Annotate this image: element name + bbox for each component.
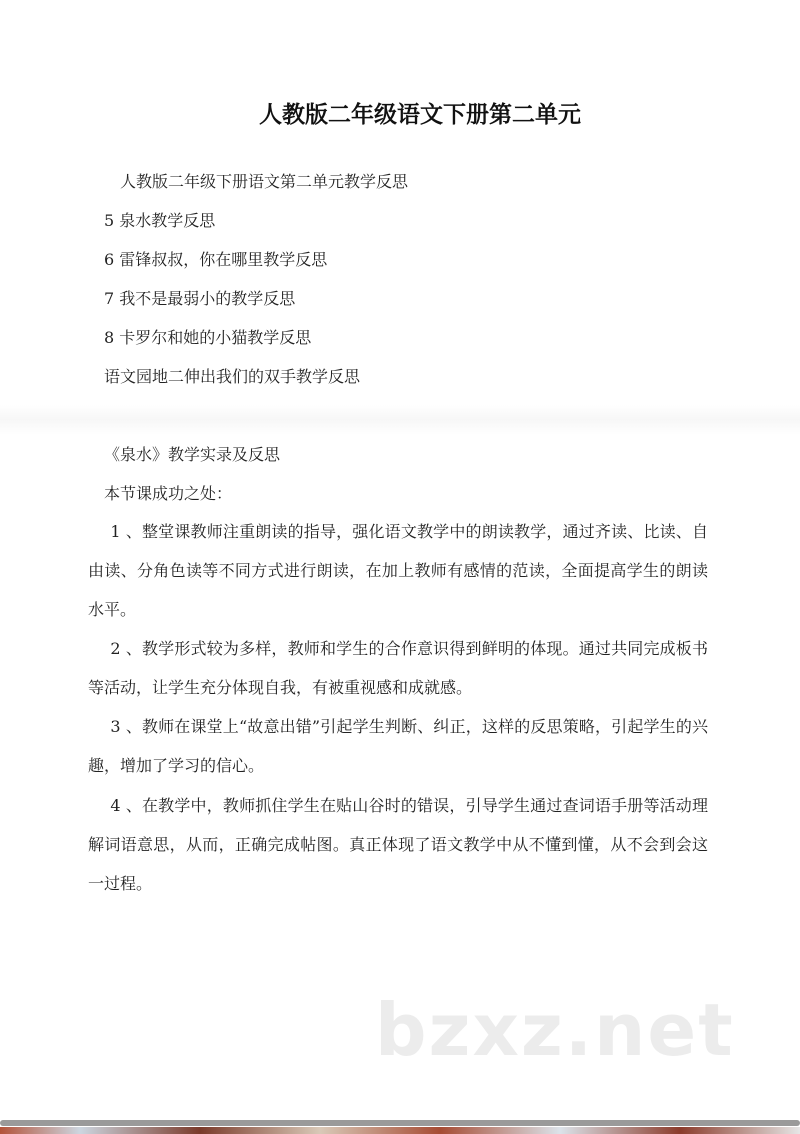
watermark: bzxz.net [375,988,735,1072]
toc-item: 5 泉水教学反思 [104,211,216,230]
toc-item: 7 我不是最弱小的教学反思 [104,289,296,308]
paragraph-4: 4 、在教学中，教师抓住学生在贴山谷时的错误，引导学生通过查词语手册等活动理解词语意思，从而，正确完成帖图。真正体现了语文教学中从不懂到懂，从不会到会这一过程。 [88,796,708,893]
horizontal-scrollbar[interactable] [0,1120,800,1126]
document-title: 人教版二年级语文下册第二单元 [259,102,581,128]
next-page-image-strip [0,1127,800,1134]
paragraph-3: 3 、教师在课堂上“故意出错”引起学生判断、纠正，这样的反思策略，引起学生的兴趣，增加了学习的信心。 [88,717,708,775]
section-heading: 《泉水》教学实录及反思 [104,445,281,464]
section-subheading: 本节课成功之处： [104,484,233,503]
paragraph-2: 2 、教学形式较为多样，教师和学生的合作意识得到鲜明的体现。通过共同完成板书等活动，让学生充分体现自我，有被重视感和成就感。 [88,639,708,697]
toc-item: 6 雷锋叔叔，你在哪里教学反思 [104,250,328,269]
toc-item: 语文园地二伸出我们的双手教学反思 [104,367,361,386]
paragraph-1: 1 、整堂课教师注重朗读的指导，强化语文教学中的朗读教学，通过齐读、比读、自由读、分角色读等不同方式进行朗读，在加上教师有感情的范读，全面提高学生的朗读水平。 [88,522,708,619]
toc-item: 8 卡罗尔和她的小猫教学反思 [104,328,312,347]
page-break [0,405,800,435]
toc-heading: 人教版二年级下册语文第二单元教学反思 [120,172,409,191]
